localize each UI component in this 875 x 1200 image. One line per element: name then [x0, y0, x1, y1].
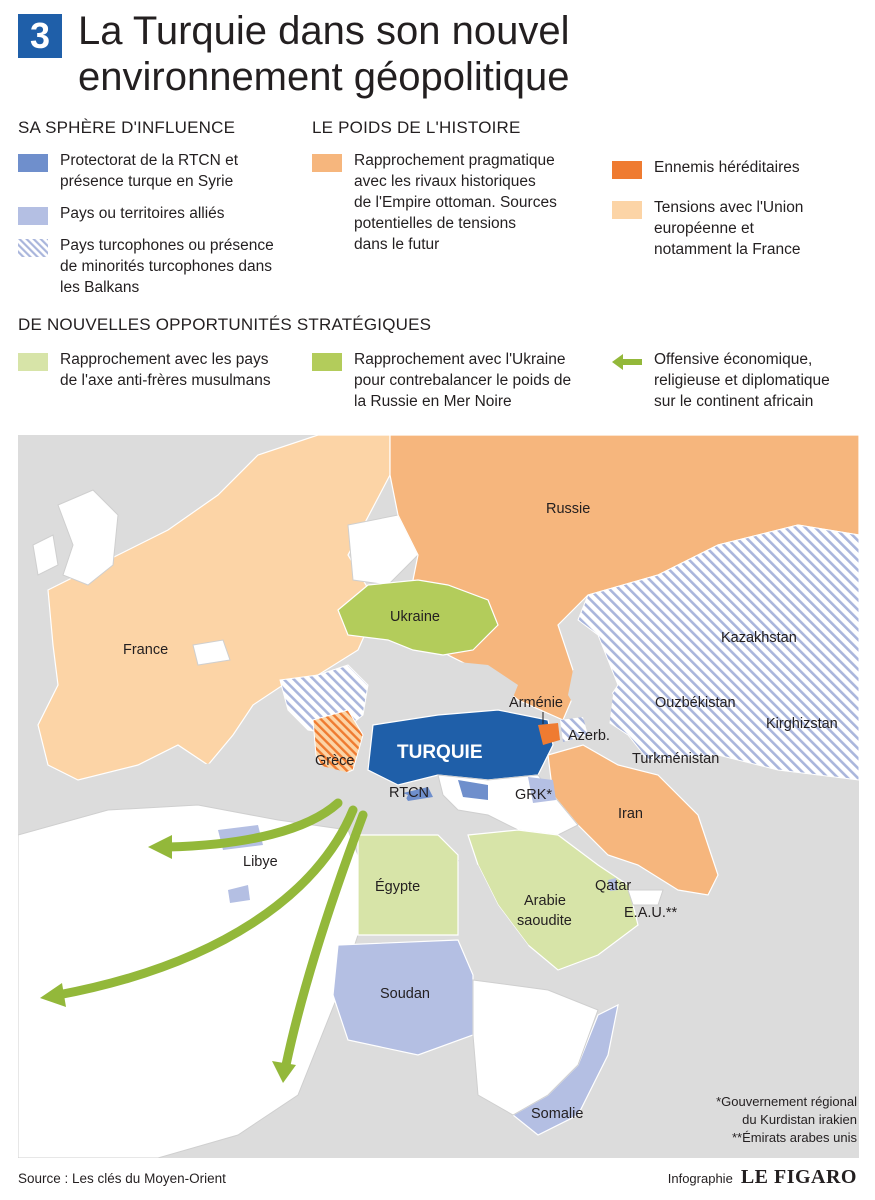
swatch-anti-freres	[18, 353, 48, 371]
region-switzerland	[193, 640, 230, 665]
section-number-badge: 3	[18, 14, 62, 58]
legend-text: religieuse et diplomatique	[654, 372, 830, 389]
label-somalie: Somalie	[531, 1106, 584, 1122]
title-line-1: La Turquie dans son nouvel	[78, 9, 570, 53]
legend-text: européenne et	[654, 220, 754, 237]
legend-text: la Russie en Mer Noire	[354, 393, 512, 410]
note-line: **Émirats arabes unis	[732, 1130, 857, 1145]
credit-label: Infographie	[667, 1171, 733, 1186]
map-notes	[716, 1093, 857, 1147]
label-turquie: TURQUIE	[397, 742, 483, 763]
swatch-allies	[18, 207, 48, 225]
label-russie: Russie	[546, 501, 591, 517]
label-qatar: Qatar	[595, 878, 632, 894]
label-egypte: Égypte	[375, 879, 421, 895]
legend-item-allies	[18, 203, 225, 225]
legend-text: Rapprochement pragmatique	[354, 152, 555, 169]
legend-text: de l'axe anti-frères musulmans	[60, 372, 271, 389]
title-line-2: environnement géopolitique	[78, 55, 570, 99]
legend-text: Rapprochement avec l'Ukraine	[354, 351, 566, 368]
label-kirghizstan: Kirghizstan	[766, 716, 838, 732]
legend-heading-sphere: SA SPHÈRE D'INFLUENCE	[18, 118, 236, 137]
label-arabie-line2: saoudite	[517, 913, 572, 929]
swatch-ennemis	[612, 161, 642, 179]
label-libye: Libye	[243, 854, 278, 870]
swatch-tensions-ue	[612, 201, 642, 219]
label-turkmenistan: Turkménistan	[632, 751, 720, 767]
label-soudan: Soudan	[380, 986, 430, 1002]
source-text: Source : Les clés du Moyen-Orient	[18, 1171, 226, 1186]
legend-text: dans le futur	[354, 236, 440, 253]
legend-text: Ennemis héréditaires	[654, 159, 800, 176]
legend-item-ukraine	[312, 349, 571, 412]
legend-text: Offensive économique,	[654, 351, 813, 368]
legend-text: Tensions avec l'Union	[654, 199, 804, 216]
legend-text: Pays turcophones ou présence	[60, 237, 274, 254]
legend-text: potentielles de tensions	[354, 215, 517, 232]
legend-text: pour contrebalancer le poids de	[354, 372, 572, 389]
legend-item-offensive	[612, 349, 830, 412]
legend-text: notamment la France	[654, 241, 801, 258]
label-arabie-line1: Arabie	[524, 893, 566, 909]
label-eau: E.A.U.**	[624, 905, 678, 921]
label-kazakhstan: Kazakhstan	[721, 630, 797, 646]
legend-text: Protectorat de la RTCN et	[60, 152, 239, 169]
label-iran: Iran	[618, 806, 643, 822]
legend-text: Pays ou territoires alliés	[60, 205, 225, 222]
brand-logo: LE FIGARO	[740, 1166, 857, 1188]
legend-item-ennemis	[612, 157, 800, 179]
arrow-left-icon	[612, 353, 642, 371]
legend-item-protectorat	[18, 150, 238, 192]
map	[18, 435, 859, 1158]
legend-item-rapprochement-pragmatique	[312, 150, 557, 255]
legend-text: sur le continent africain	[654, 393, 814, 410]
legend-item-anti-freres	[18, 349, 271, 391]
label-ouzbekistan: Ouzbékistan	[655, 695, 736, 711]
legend-heading-histoire: LE POIDS DE L'HISTOIRE	[312, 118, 521, 137]
label-grece: Grèce	[315, 753, 355, 769]
credit	[668, 1166, 857, 1189]
swatch-ukraine	[312, 353, 342, 371]
legend-heading-opportunites: DE NOUVELLES OPPORTUNITÉS STRATÉGIQUES	[18, 315, 432, 334]
legend-text: avec les rivaux historiques	[354, 173, 536, 190]
swatch-turcophones-hatch	[18, 239, 48, 257]
label-ukraine: Ukraine	[390, 609, 440, 625]
label-france: France	[123, 642, 169, 658]
legend-item-turcophones	[18, 235, 274, 298]
swatch-rapprochement-pragmatique	[312, 154, 342, 172]
note-line: du Kurdistan irakien	[742, 1112, 857, 1127]
legend-item-tensions-ue	[612, 197, 803, 260]
region-uae	[628, 890, 663, 905]
label-azerb: Azerb.	[568, 728, 610, 744]
legend-text: de minorités turcophones dans	[60, 258, 272, 275]
page-title	[78, 8, 569, 100]
legend-text: Rapprochement avec les pays	[60, 351, 269, 368]
swatch-protectorat	[18, 154, 48, 172]
label-armenie: Arménie	[509, 695, 563, 711]
legend-text: les Balkans	[60, 279, 140, 296]
label-grk: GRK*	[515, 787, 553, 803]
note-line: *Gouvernement régional	[716, 1094, 857, 1109]
legend-text: de l'Empire ottoman. Sources	[354, 194, 557, 211]
label-rtcn: RTCN	[389, 785, 430, 801]
legend-text: présence turque en Syrie	[60, 173, 234, 190]
